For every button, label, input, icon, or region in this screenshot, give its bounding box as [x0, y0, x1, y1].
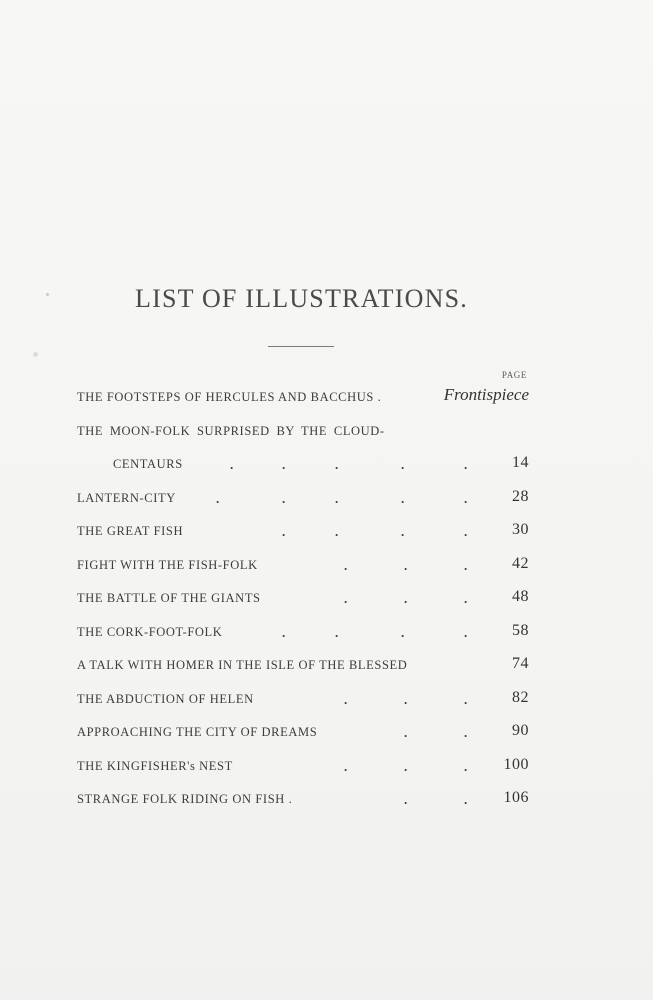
entry-title: LANTERN-CITY	[77, 490, 176, 505]
entry-page: Frontispiece	[443, 385, 529, 404]
entry-page: 58	[512, 621, 529, 639]
list-item: THE KINGFISHER's NEST . . . 100	[77, 755, 529, 774]
list-item: THE ABDUCTION OF HELEN . . . 82	[77, 688, 529, 707]
entry-page: 42	[512, 554, 529, 572]
list-item: STRANGE FOLK RIDING ON FISH . . . 106	[77, 789, 529, 807]
entry-title: APPROACHING THE CITY OF DREAMS	[77, 725, 318, 739]
entry-title: THE BATTLE OF THE GIANTS	[77, 591, 261, 605]
entry-page: 30	[512, 521, 529, 538]
entry-title: THE CORK-FOOT-FOLK	[77, 624, 223, 639]
list-item: FIGHT WITH THE FISH-FOLK . . . 42	[77, 554, 529, 573]
entry-title: THE FOOTSTEPS OF HERCULES AND BACCHUS .	[77, 390, 382, 404]
entry-page: 48	[512, 588, 529, 605]
entry-title: THE GREAT FISH	[77, 524, 184, 538]
illustrations-list	[77, 380, 529, 816]
entry-title: THE MOON-FOLK SURPRISED BY THE CLOUD-	[77, 423, 385, 438]
list-item: THE BATTLE OF THE GIANTS . . . 48	[77, 588, 529, 606]
entry-page: 28	[512, 487, 529, 505]
title-rule	[268, 346, 334, 347]
entry-title: THE KINGFISHER's NEST	[77, 758, 233, 773]
entry-title: STRANGE FOLK RIDING ON FISH .	[77, 792, 293, 806]
entry-title: FIGHT WITH THE FISH-FOLK	[77, 557, 258, 572]
list-item: LANTERN-CITY . . . . . 28	[77, 487, 529, 506]
entry-page: 106	[503, 789, 529, 806]
list-item: THE CORK-FOOT-FOLK . . . . 58	[77, 621, 529, 640]
page-title: LIST OF ILLUSTRATIONS.	[135, 284, 468, 313]
list-item	[77, 648, 529, 682]
entry-page: 100	[503, 755, 529, 773]
page-column-header: PAGE	[501, 370, 527, 380]
list-item	[77, 414, 529, 448]
entry-page: 82	[512, 688, 529, 706]
entry-title: A TALK WITH HOMER IN THE ISLE OF THE BLESSED	[77, 658, 408, 672]
entry-title: THE ABDUCTION OF HELEN	[77, 691, 254, 706]
entry-page: 90	[512, 722, 529, 739]
list-item: CENTAURS . . . . . 14	[113, 454, 529, 472]
entry-page: 14	[512, 454, 529, 471]
entry-page: 74	[512, 655, 529, 672]
list-item	[77, 380, 529, 414]
list-item: THE GREAT FISH . . . . 30	[77, 521, 529, 539]
entry-title: CENTAURS	[113, 457, 183, 471]
paper-speck	[33, 352, 38, 357]
list-item: APPROACHING THE CITY OF DREAMS . . 90	[77, 722, 529, 740]
